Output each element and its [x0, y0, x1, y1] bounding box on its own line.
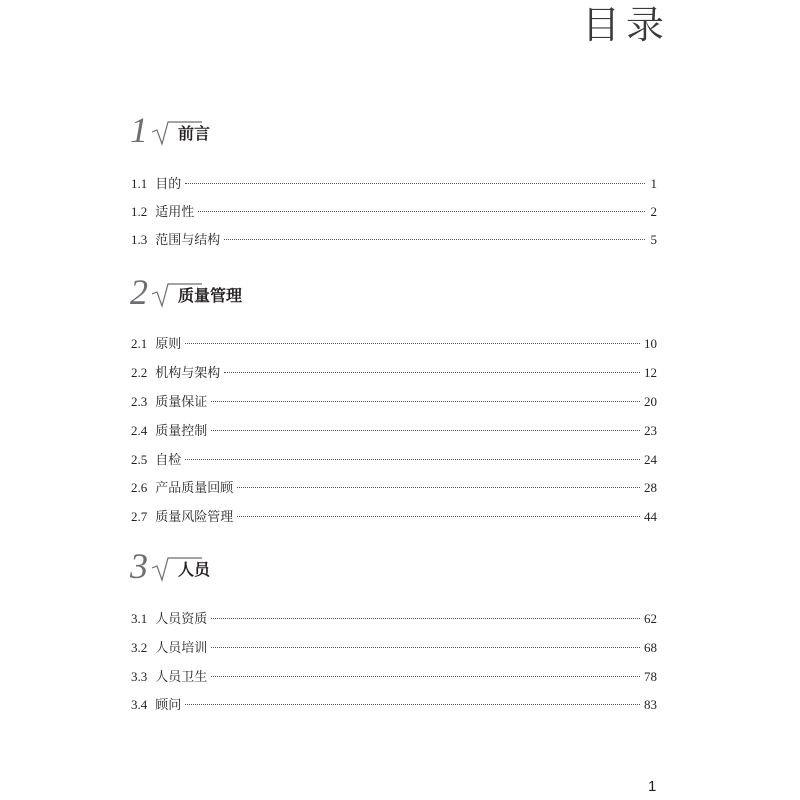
entry-title: 顾问	[155, 698, 182, 713]
dot-leader	[185, 183, 645, 184]
entry-number: 1.3	[131, 232, 148, 247]
dot-leader	[185, 704, 640, 705]
toc-entry[interactable]	[131, 363, 657, 383]
entry-page-number: 23	[644, 423, 657, 438]
entry-page-number: 68	[644, 640, 657, 655]
entry-page-number: 12	[644, 365, 657, 380]
entry-number: 3.3	[131, 669, 148, 684]
entry-page-number: 24	[644, 452, 657, 467]
entry-title: 人员资质	[155, 612, 208, 627]
entry-number: 3.2	[131, 640, 148, 655]
entry-page-number: 2	[650, 204, 657, 219]
entry-page-number: 10	[644, 336, 657, 351]
entry-number: 2.2	[131, 365, 148, 380]
dot-leader	[224, 239, 645, 240]
dot-leader	[237, 487, 640, 488]
entry-number: 1.1	[131, 176, 148, 191]
chapter-number: 3	[130, 546, 148, 586]
dot-leader	[211, 676, 640, 677]
entry-number: 2.6	[131, 480, 148, 495]
dot-leader	[185, 343, 640, 344]
entry-number: 2.1	[131, 336, 148, 351]
entry-title: 质量风险管理	[155, 510, 234, 525]
entry-title: 适用性	[155, 205, 195, 220]
chapter-number: 2	[130, 272, 148, 312]
entry-title: 范围与结构	[155, 233, 221, 248]
entry-number: 3.1	[131, 611, 148, 626]
entry-number: 2.7	[131, 509, 148, 524]
chapter-heading-2	[130, 274, 660, 318]
toc-entry[interactable]	[131, 174, 657, 194]
page-title: 目录	[582, 3, 671, 47]
entry-number: 2.4	[131, 423, 148, 438]
entry-page-number: 62	[644, 611, 657, 626]
toc-entry[interactable]	[131, 507, 657, 527]
chapter-title: 前言	[178, 124, 211, 143]
toc-entry[interactable]	[131, 202, 657, 222]
chapter-heading-1	[130, 112, 660, 156]
entry-number: 2.5	[131, 452, 148, 467]
toc-entry[interactable]	[131, 609, 657, 629]
entry-title: 质量保证	[155, 395, 208, 410]
toc-entry[interactable]	[131, 695, 657, 715]
dot-leader	[185, 459, 640, 460]
entry-title: 产品质量回顾	[155, 481, 234, 496]
dot-leader	[224, 372, 640, 373]
dot-leader	[237, 516, 640, 517]
toc-entry[interactable]	[131, 478, 657, 498]
dot-leader	[211, 647, 640, 648]
entry-title: 人员培训	[155, 641, 208, 656]
toc-entry[interactable]	[131, 392, 657, 412]
entry-title: 自检	[155, 453, 182, 468]
chapter-number: 1	[130, 110, 148, 150]
entry-number: 3.4	[131, 697, 148, 712]
entry-page-number: 5	[650, 232, 657, 247]
entry-number: 2.3	[131, 394, 148, 409]
chapter-heading-3	[130, 548, 660, 592]
toc-entry[interactable]	[131, 450, 657, 470]
entry-page-number: 83	[644, 697, 657, 712]
toc-entry[interactable]	[131, 667, 657, 687]
dot-leader	[211, 401, 640, 402]
toc-entry[interactable]	[131, 638, 657, 658]
chapter-title: 人员	[178, 560, 211, 579]
entry-title: 目的	[155, 177, 182, 192]
toc-entry[interactable]	[131, 230, 657, 250]
dot-leader	[198, 211, 645, 212]
dot-leader	[211, 618, 640, 619]
entry-title: 原则	[155, 337, 182, 352]
toc-entry[interactable]	[131, 334, 657, 354]
entry-page-number: 1	[650, 176, 657, 191]
entry-title: 机构与架构	[155, 366, 221, 381]
dot-leader	[211, 430, 640, 431]
entry-title: 人员卫生	[155, 670, 208, 685]
entry-page-number: 44	[644, 509, 657, 524]
page-number: 1	[648, 778, 657, 795]
entry-number: 1.2	[131, 204, 148, 219]
entry-page-number: 28	[644, 480, 657, 495]
entry-title: 质量控制	[155, 424, 208, 439]
entry-page-number: 78	[644, 669, 657, 684]
entry-page-number: 20	[644, 394, 657, 409]
chapter-title: 质量管理	[178, 286, 243, 305]
toc-entry[interactable]	[131, 421, 657, 441]
